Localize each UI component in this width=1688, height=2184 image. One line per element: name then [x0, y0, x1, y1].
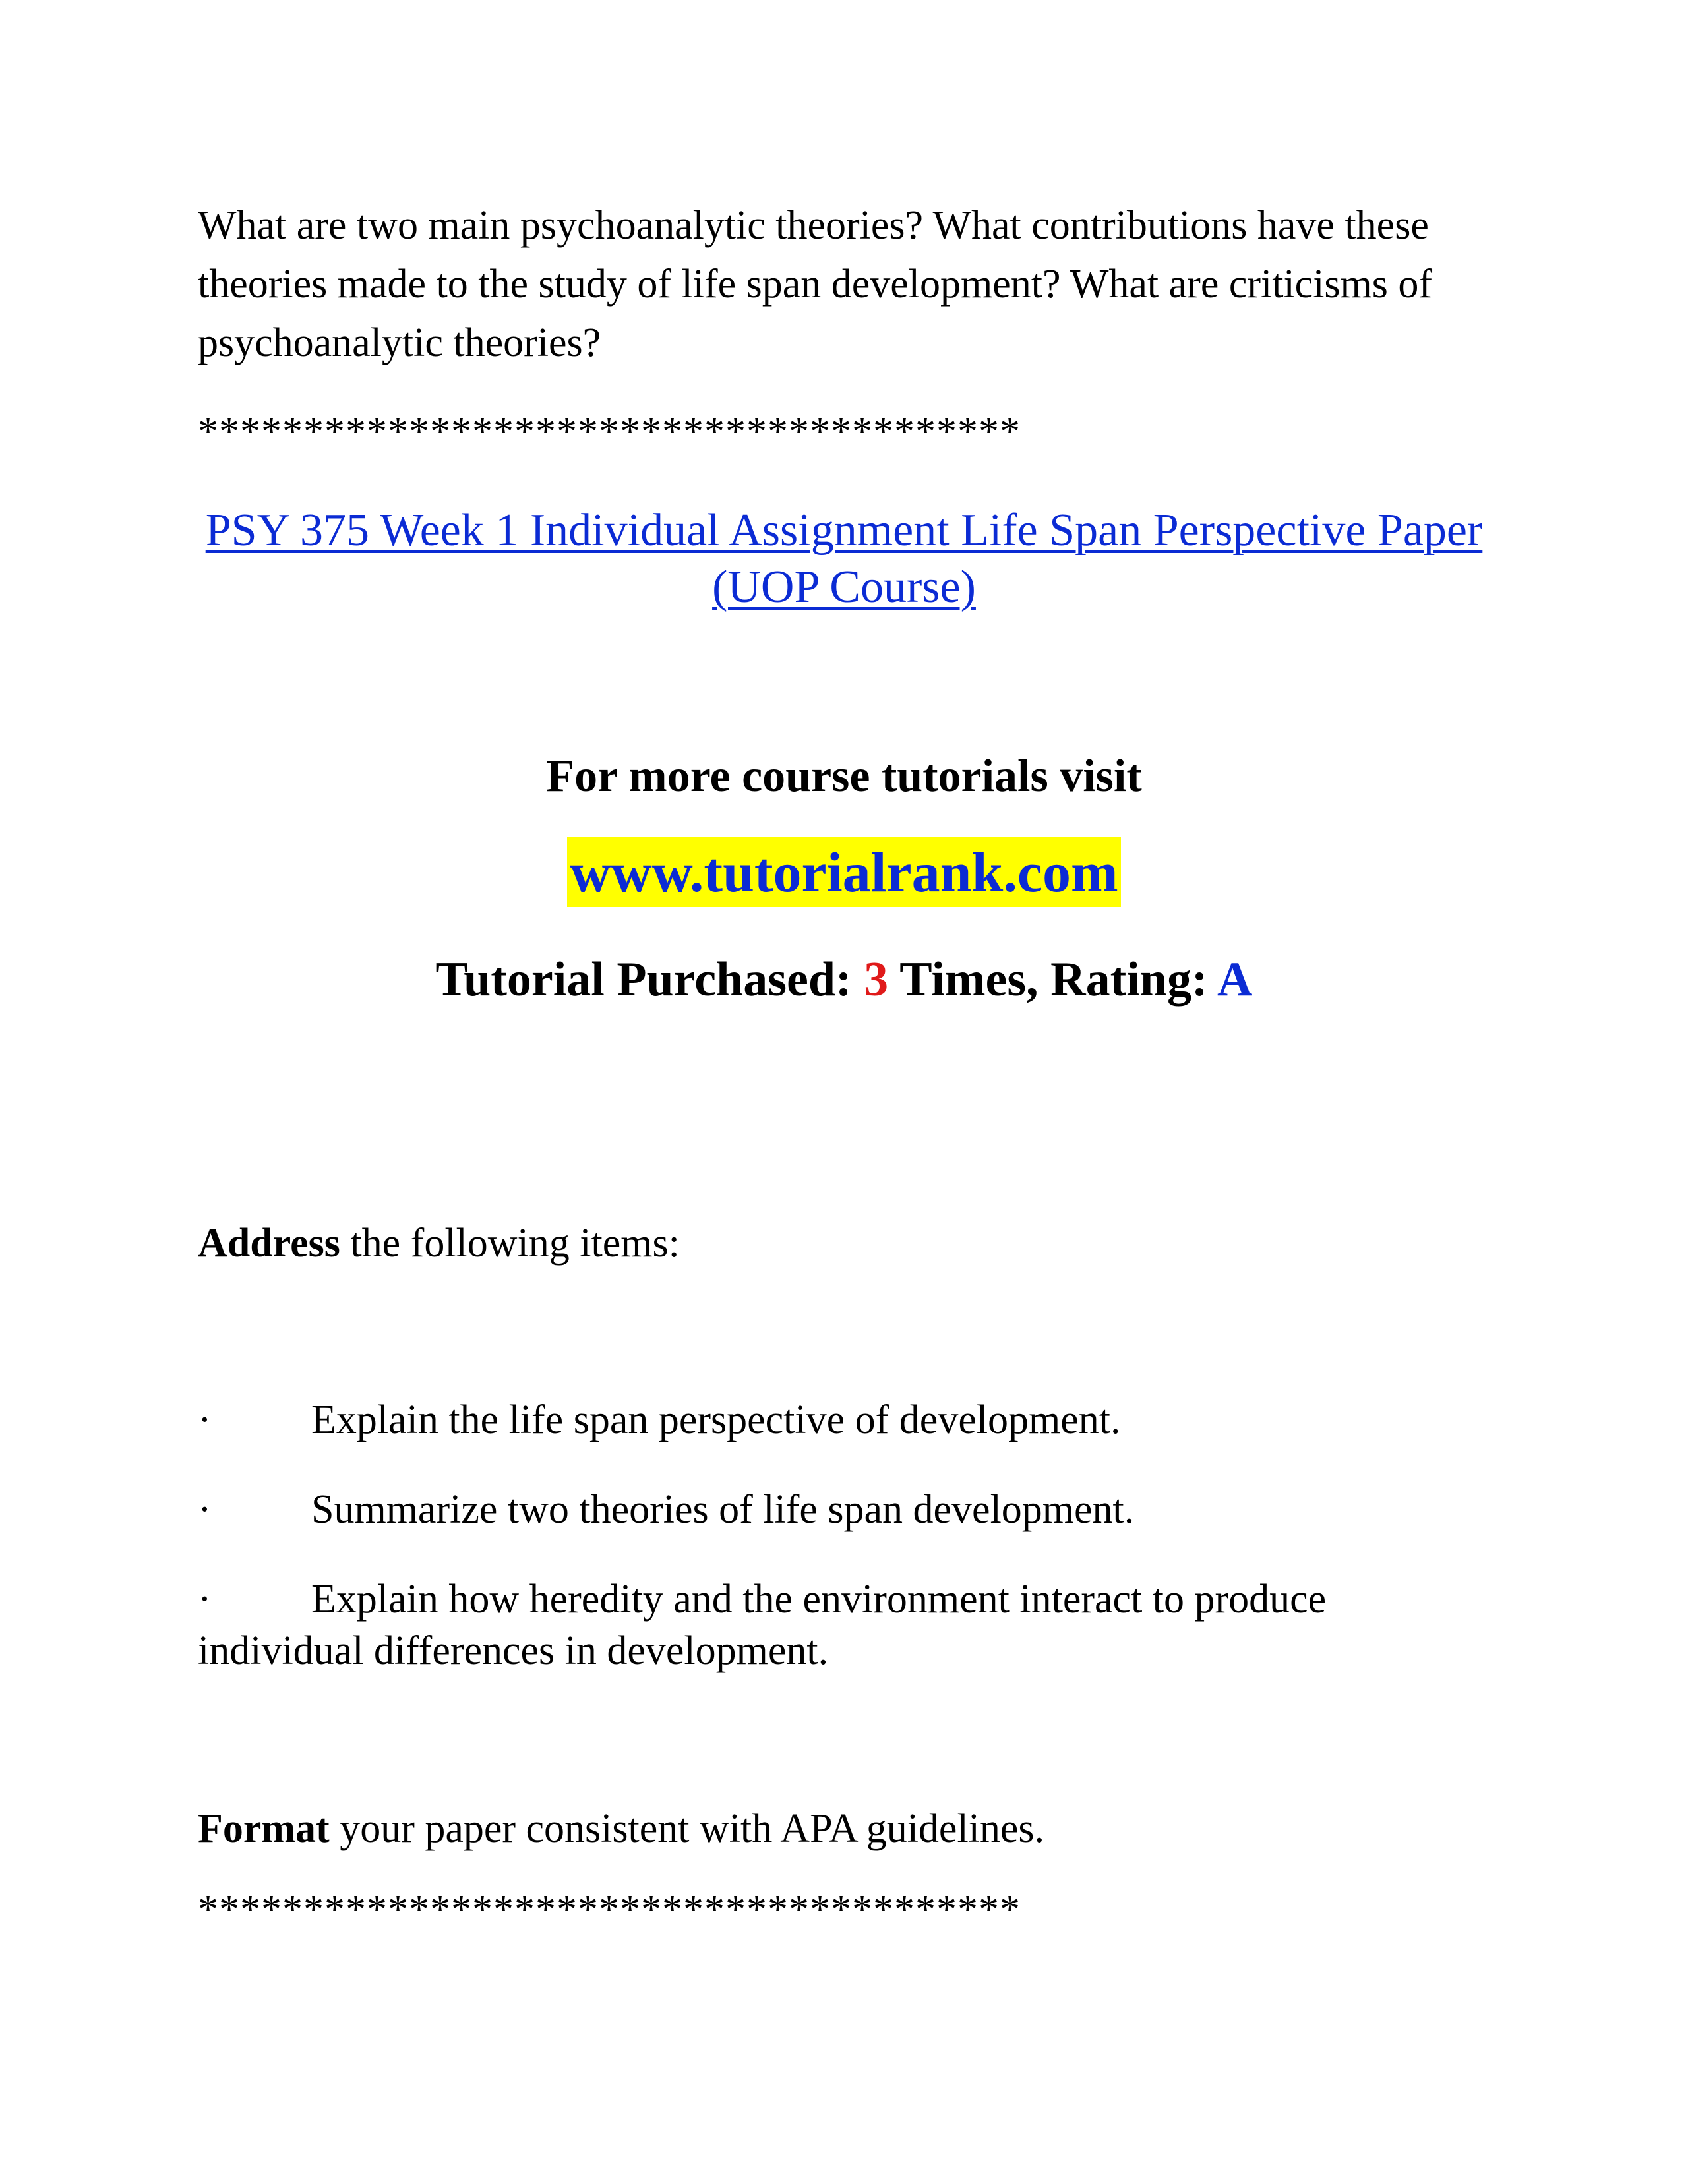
list-item [198, 1394, 1490, 1446]
bullet: · [198, 1487, 212, 1532]
format-rest: your paper consistent with APA guidelines. [329, 1806, 1045, 1851]
list-item [198, 1484, 1490, 1535]
purchased-mid: Times, Rating: [888, 953, 1218, 1007]
course-title-link[interactable]: PSY 375 Week 1 Individual Assignment Life Span Perspective Paper (UOP Course) [205, 505, 1483, 612]
purchase-info [0, 948, 1688, 1011]
separator-top: *************************************** [198, 409, 1021, 454]
list-item-text: Explain the life span perspective of development. [311, 1398, 1121, 1442]
intro-question: What are two main psychoanalytic theories? What contributions have these theories made to the study of life span development? What are criticisms of psychoanalytic theories? [198, 203, 1433, 365]
bullet: · [198, 1577, 212, 1622]
format-bold: Format [198, 1806, 330, 1851]
address-heading [198, 1217, 680, 1270]
rating-value: A [1217, 953, 1253, 1007]
list-item-text: Summarize two theories of life span development. [311, 1487, 1135, 1532]
address-rest: the following items: [340, 1221, 680, 1266]
purchased-prefix: Tutorial Purchased: [435, 953, 864, 1007]
visit-text: For more course tutorials visit [546, 751, 1142, 802]
list-item-text: Explain how heredity and the environment interact to produce individual differences in development. [198, 1577, 1327, 1673]
purchased-count: 3 [864, 953, 889, 1007]
list-item [198, 1574, 1490, 1676]
separator-bottom: *************************************** [198, 1887, 1021, 1932]
format-instruction [198, 1802, 1044, 1855]
bullet: · [198, 1398, 212, 1442]
site-link[interactable]: www.tutorialrank.com [567, 837, 1120, 907]
address-bold: Address [198, 1221, 340, 1266]
item-list [198, 1394, 1490, 1715]
site-wrapper [0, 837, 1688, 907]
